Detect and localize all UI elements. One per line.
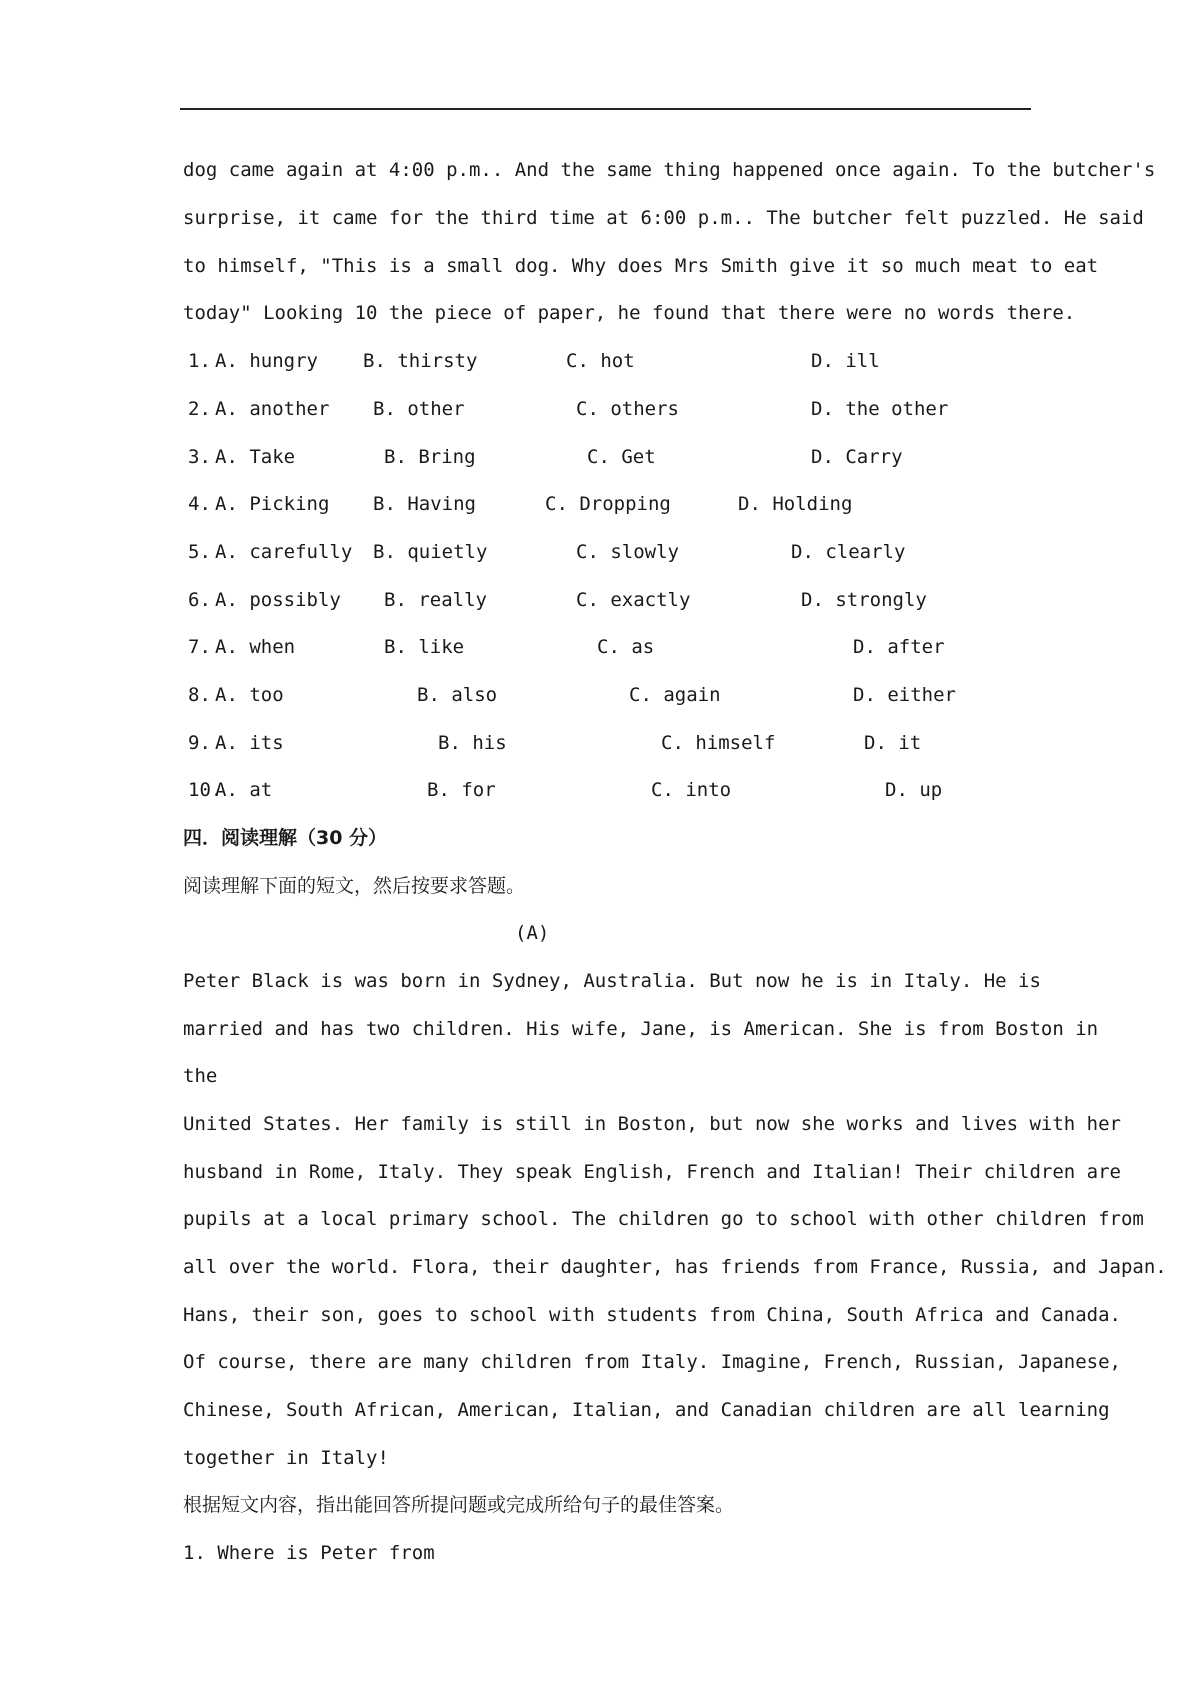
option-b: B. thirsty	[363, 350, 478, 372]
option-number: 4.	[188, 493, 211, 515]
question-instruction: 根据短文内容，指出能回答所提问题或完成所给句子的最佳答案。	[183, 1494, 735, 1516]
option-c: C. exactly	[576, 589, 691, 611]
option-a: A. its	[215, 732, 284, 754]
passage-line: Hans, their son, goes to school with students from China, South Africa and Canada.	[183, 1304, 1121, 1326]
option-number: 8.	[188, 684, 211, 706]
section-heading: 四．阅读理解（30 分）	[183, 827, 388, 849]
option-b: B. for	[427, 779, 496, 801]
option-b: B. also	[417, 684, 498, 706]
option-d: D. clearly	[791, 541, 906, 563]
option-row	[183, 634, 1033, 660]
passage-line: Chinese, South African, American, Italian, and Canadian children are all learning	[183, 1399, 1110, 1421]
passage-line: Peter Black is was born in Sydney, Australia. But now he is in Italy. He is	[183, 970, 1041, 992]
option-number: 5.	[188, 541, 211, 563]
option-b: B. Having	[373, 493, 476, 515]
section-instruction: 阅读理解下面的短文，然后按要求答题。	[183, 875, 526, 897]
option-row	[183, 539, 1033, 565]
option-a: A. when	[215, 636, 296, 658]
option-number: 6.	[188, 589, 211, 611]
option-c: C. Get	[587, 446, 656, 468]
option-c: C. again	[629, 684, 721, 706]
option-b: B. quietly	[373, 541, 488, 563]
passage-line: dog came again at 4:00 p.m.. And the same thing happened once again. To the butcher's	[183, 159, 1156, 181]
passage-line: pupils at a local primary school. The children go to school with other children from	[183, 1208, 1144, 1230]
option-a: A. too	[215, 684, 284, 706]
header-rule	[180, 108, 1031, 110]
option-number: 9.	[188, 732, 211, 754]
option-a: A. possibly	[215, 589, 341, 611]
question-1: 1. Where is Peter from	[183, 1542, 435, 1564]
option-d: D. up	[885, 779, 943, 801]
option-row	[183, 348, 1033, 374]
passage-line: today" Looking 10 the piece of paper, he found that there were no words there.	[183, 302, 1076, 324]
option-number: 10.	[188, 779, 223, 801]
option-c: C. into	[651, 779, 732, 801]
option-b: B. his	[438, 732, 507, 754]
passage-line: all over the world. Flora, their daughter, has friends from France, Russia, and Japan.	[183, 1256, 1167, 1278]
passage-line: Of course, there are many children from Italy. Imagine, French, Russian, Japanese,	[183, 1351, 1121, 1373]
option-d: D. Carry	[811, 446, 903, 468]
option-c: C. himself	[661, 732, 776, 754]
option-b: B. other	[373, 398, 465, 420]
passage-line: United States. Her family is still in Boston, but now she works and lives with her	[183, 1113, 1121, 1135]
option-row	[183, 396, 1033, 422]
passage-line: together in Italy!	[183, 1447, 389, 1469]
option-a: A. Take	[215, 446, 296, 468]
option-c: C. Dropping	[545, 493, 671, 515]
option-row	[183, 682, 1033, 708]
option-b: B. like	[384, 636, 465, 658]
option-d: D. strongly	[801, 589, 927, 611]
option-a: A. hungry	[215, 350, 318, 372]
option-d: D. it	[864, 732, 922, 754]
option-d: D. either	[853, 684, 956, 706]
option-number: 7.	[188, 636, 211, 658]
passage-line: surprise, it came for the third time at 6:00 p.m.. The butcher felt puzzled. He said	[183, 207, 1144, 229]
option-row	[183, 587, 1033, 613]
option-a: A. another	[215, 398, 330, 420]
option-row	[183, 491, 1033, 517]
passage-line: married and has two children. His wife, Jane, is American. She is from Boston in	[183, 1018, 1099, 1040]
option-b: B. really	[384, 589, 487, 611]
option-c: C. as	[597, 636, 655, 658]
option-number: 1.	[188, 350, 211, 372]
option-c: C. others	[576, 398, 679, 420]
option-d: D. ill	[811, 350, 880, 372]
option-a: A. at	[215, 779, 273, 801]
option-d: D. after	[853, 636, 945, 658]
option-a: A. carefully	[215, 541, 353, 563]
passage-line: the	[183, 1065, 218, 1087]
passage-line: to himself, "This is a small dog. Why does Mrs Smith give it so much meat to eat	[183, 255, 1099, 277]
option-d: D. the other	[811, 398, 949, 420]
option-d: D. Holding	[738, 493, 853, 515]
option-a: A. Picking	[215, 493, 330, 515]
option-number: 3.	[188, 446, 211, 468]
passage-label: (A)	[515, 922, 550, 944]
option-row	[183, 444, 1033, 470]
option-row	[183, 730, 1033, 756]
option-b: B. Bring	[384, 446, 476, 468]
option-c: C. slowly	[576, 541, 679, 563]
option-c: C. hot	[566, 350, 635, 372]
option-row	[183, 777, 1033, 803]
option-number: 2.	[188, 398, 211, 420]
passage-line: husband in Rome, Italy. They speak English, French and Italian! Their children are	[183, 1161, 1121, 1183]
